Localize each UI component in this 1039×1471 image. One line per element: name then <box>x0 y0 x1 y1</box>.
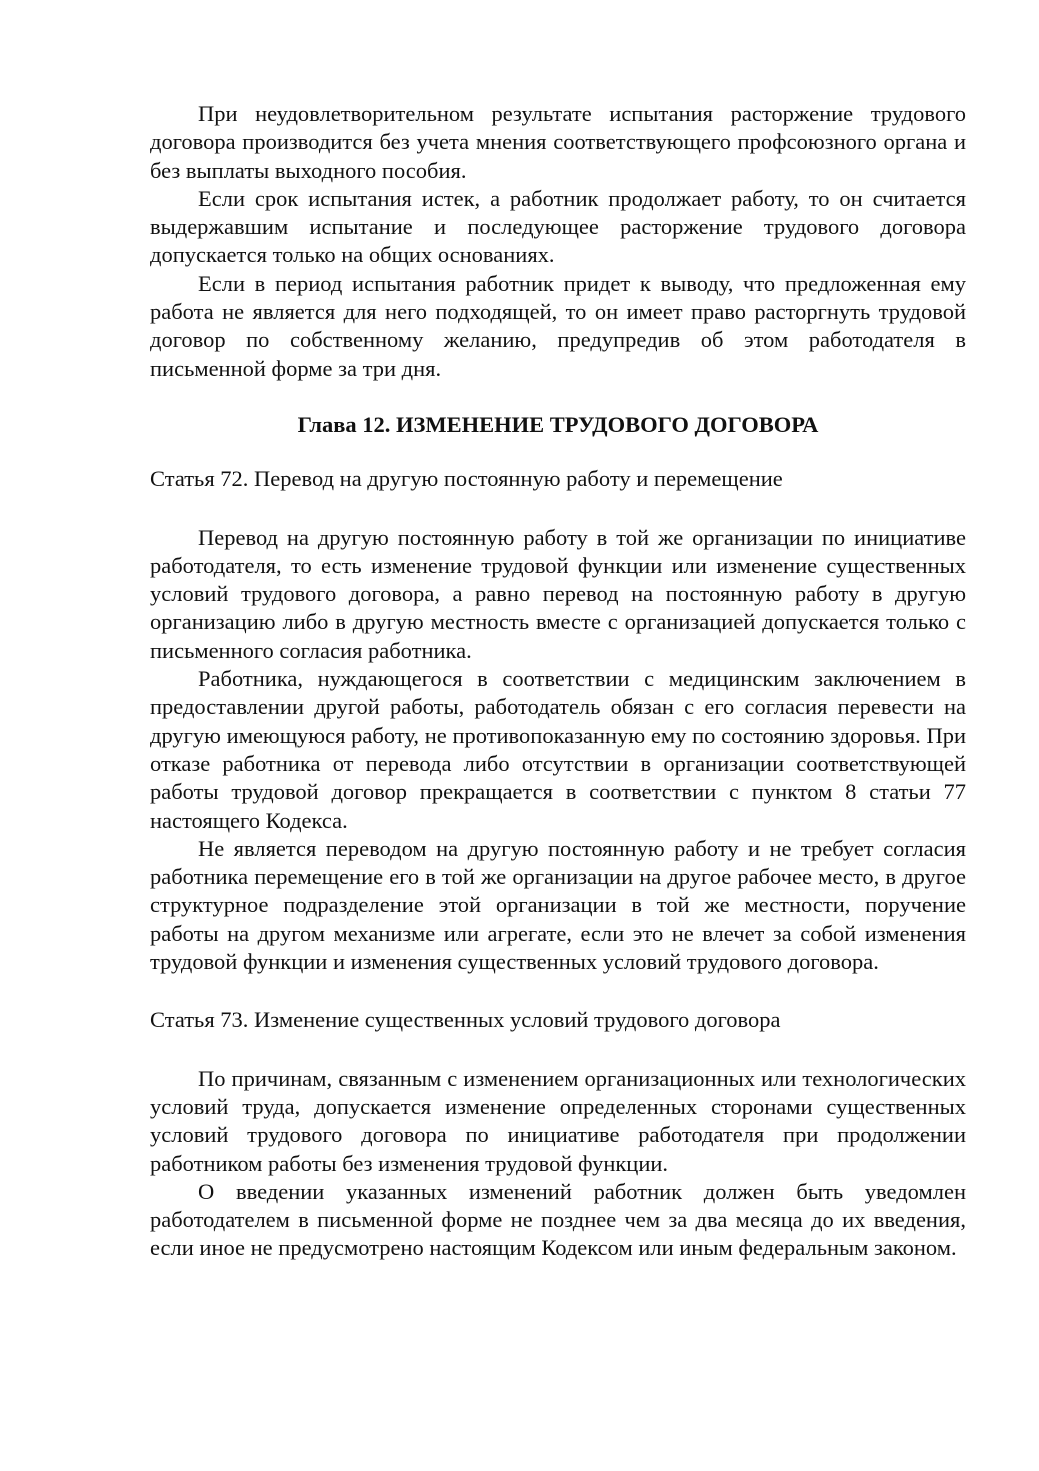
article-72-paragraph-3: Не является переводом на другую постоянную работу и не требует согласия работника перемещение его в той же организации на другое рабочее место, в другое структурное подразделение этой организации в той же местности, поручение работы на другом механизме или агрегате, если это не влечет за собой изменения трудовой функции и изменения существенных условий трудового договора. <box>150 835 966 975</box>
intro-paragraph-1: При неудовлетворительном результате испытания расторжение трудового договора производится без учета мнения соответствующего профсоюзного органа и без выплаты выходного пособия. <box>150 101 966 183</box>
article-72-paragraph-2: Работника, нуждающегося в соответствии с медицинским заключением в предоставлении другой работы, работодатель обязан с его согласия перевести на другую имеющуюся работу, не противопоказанную ему по состоянию здоровья. При отказе работника от перевода либо отсутствии в организации соответствующей работы трудовой договор прекращается в соответствии с пунктом 8 статьи 77 настоящего Кодекса. <box>150 666 966 833</box>
intro-paragraph-3: Если в период испытания работник придет к выводу, что предложенная ему работа не является для него подходящей, то он имеет право расторгнуть трудовой договор по собственному желанию, предупредив об этом работодателя в письменной форме за три дня. <box>150 270 966 381</box>
article-73-title: Статья 73. Изменение существенных условий трудового договора <box>150 1007 781 1033</box>
intro-paragraph-2: Если срок испытания истек, а работник продолжает работу, то он считается выдержавшим испытание и последующее расторжение трудового договора допускается только на общих основаниях. <box>150 185 966 268</box>
article-72-title: Статья 72. Перевод на другую постоянную работу и перемещение <box>150 466 783 492</box>
document-page <box>150 100 966 1263</box>
chapter-title: Глава 12. ИЗМЕНЕНИЕ ТРУДОВОГО ДОГОВОРА <box>297 411 819 437</box>
article-73-paragraph-1: По причинам, связанным с изменением организационных или технологических условий труда, допускается изменение определенных сторонами существенных условий трудового договора по инициативе работодателя при продолжении работником работы без изменения трудовой функции. <box>150 1065 966 1176</box>
article-73-paragraph-2: О введении указанных изменений работник должен быть уведомлен работодателем в письменной форме не позднее чем за два месяца до их введения, если иное не предусмотрено настоящим Кодексом или иным федеральным законом. <box>150 1178 966 1261</box>
article-72-paragraph-1: Перевод на другую постоянную работу в той же организации по инициативе работодателя, то есть изменение трудовой функции или изменение существенных условий трудового договора, а равно перевод на постоянную работу в другую организацию либо в другую местность вместе с организацией допускается только с письменного согласия работника. <box>150 524 966 663</box>
